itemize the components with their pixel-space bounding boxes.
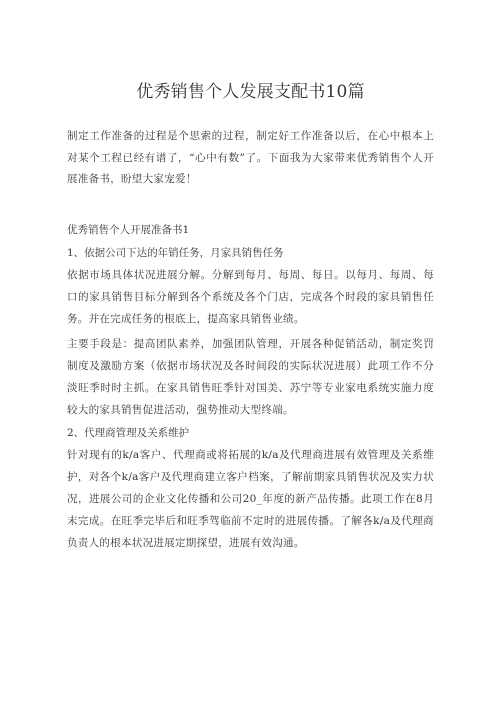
item2-paragraph-1: 针对现有的k/a客户、代理商或将拓展的k/a及代理商进展有效管理及关系维护，对各个k/a客户及代理商建立客户档案，了解前期家具销售状况及实力状况，进展公司的企业文化传播和公司20_年度的新产品传播。此项工作在8月末完成。在旺季完毕后和旺季驾临前不定时的进展传播。了解各k/a及代理商负责人的根本状况进展定期探望，进展有效沟通。	[67, 448, 434, 549]
item2-heading: 2、代理商管理及关系维护	[67, 426, 190, 439]
item1-paragraph-2: 主要手段是：提高团队素养，加强团队管理，开展各种促销活动，制定奖罚制度及激励方案（依据市场状况及各时间段的实际状况进展）此项工作不分淡旺季时时主抓。在家具销售旺季针对国美、苏宁等专业家电系统实施力度较大的家具销售促进活动，强势推动大型终端。	[67, 337, 434, 416]
document-title: 优秀销售个人发展支配书10篇	[136, 82, 365, 102]
section-title: 优秀销售个人开展准备书1	[67, 223, 190, 236]
item1-heading: 1、依据公司下达的年销任务，月家具销售任务	[67, 246, 284, 259]
intro-paragraph: 制定工作准备的过程是个思索的过程，制定好工作准备以后，在心中根本上对某个工程已经有谱了，“心中有数”了。下面我为大家带来优秀销售个人开展准备书，盼望大家宠爱！	[67, 130, 434, 185]
item1-paragraph-1: 依据市场具体状况进展分解。分解到每月、每周、每日。以每月、每周、每口的家具销售目标分解到各个系统及各个门店，完成各个时段的家具销售任务。并在完成任务的根底上，提高家具销售业绩。	[67, 268, 434, 325]
